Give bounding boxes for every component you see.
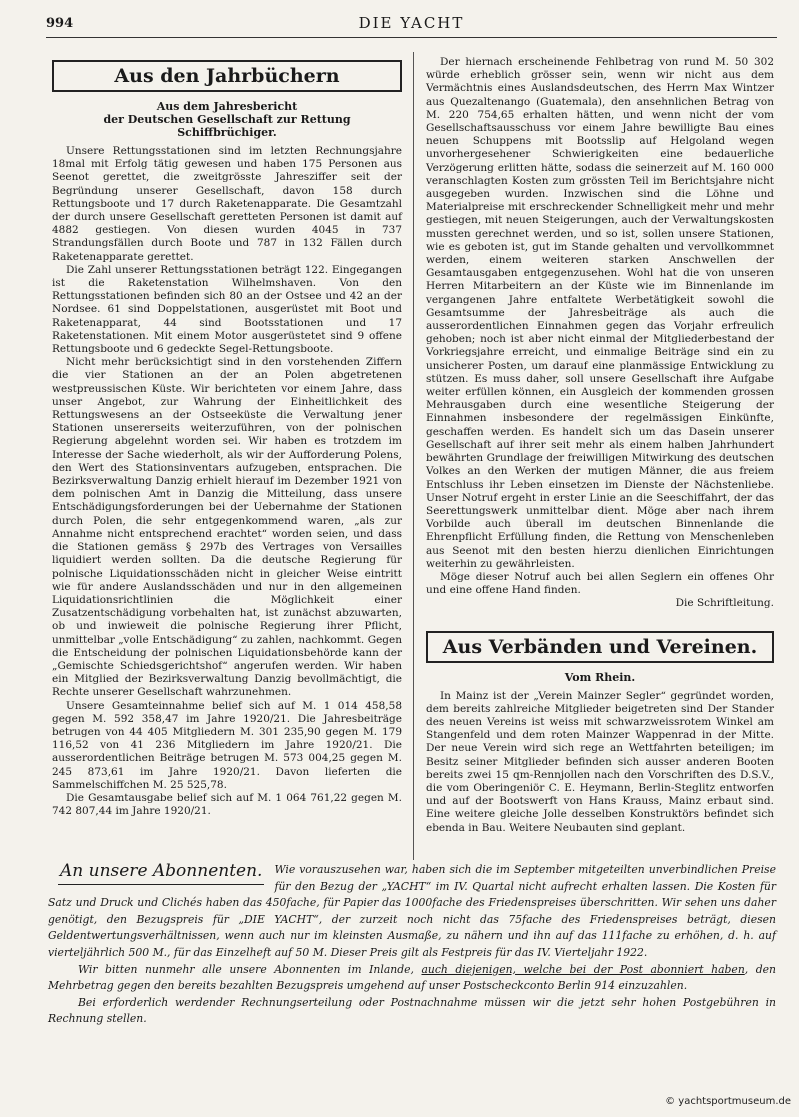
notice-paragraph: Bei erforderlich werdender Rechnungserteilung oder Postnachnahme müssen wir die jetzt sehr hohen Postgebühren in Rechnung stellen. <box>48 995 776 1026</box>
column-divider <box>413 52 414 860</box>
signature: Die Schriftleitung. <box>675 597 774 610</box>
paragraph: Nicht mehr berücksichtigt sind in den vorstehenden Ziffern die vier Stationen an der an Polen abgetretenen westpreussischen Küste. Wir berichteten vor einem Jahre, dass unser Angebot, zur Wahrung der Einheitlichkeit des Rettungswesens an der Ostseeküste die Verwaltung jener Stationen unsererseits weiterzuführen, von der polnischen Regierung abgelehnt worden sei. Wir haben es trotzdem im Interesse der Sache wiederholt, als wir der Aufforderung Polens, den Wert des Stationsinventars aufzugeben, entsprachen. Die Bezirksverwaltung Danzig erhielt hierauf im Dezember 1921 von dem polnischen Amt in Danzig die Mitteilung, dass unsere Entschädigungsforderungen bei der Uebernahme der Stationen durch Polen, die sehr entgegenkommend waren, „als zur Annahme nicht entsprechend erachtet“ worden seien, und dass die Stationen gemäss § 297b des Vertrages von Versailles liquidiert werden sollten. Da die deutsche Regierung für polnische Liquidationsschäden nicht in gleicher Weise eintritt wie für andere Auslandsschäden und nur in den allgemeinen Liquidationsrichtlinien die Möglichkeit einer Zusatzentschädigung vorbehalten hat, ist zunächst abzuwarten, ob und inwieweit die polnische Regierung ihrer Pflicht, unmittelbar „volle Entschädigung“ zu zahlen, nachkommt. Gegen die Entscheidung der polnischen Liquidationsbehörde kann der „Gemischte Schiedsgerichtshof“ angerufen werden. Wir haben ein Mitglied der Bezirksverwaltung Danzig bevollmächtigt, die Rechte unserer Gesellschaft wahrzunehmen. <box>52 356 402 699</box>
paragraph: Die Zahl unserer Rettungsstationen beträgt 122. Eingegangen ist die Raketenstation Wilhelmshaven. Von den Rettungsstationen befinden sich 80 an der Ostsee und 42 an der Nordsee. 61 sind Doppelstationen, ausgerüstet mit Boot und Raketenapparat, 44 sind Bootsstationen und 17 Raketenstationen. Mit einem Motor ausgerüstetet sind 9 offene Rettungsboote und 6 gedeckte Segel-Rettungsboote. <box>52 263 402 356</box>
article-subtitle-2: der Deutschen Gesellschaft zur Rettung Schiffbrüchiger. <box>103 113 351 139</box>
running-header <box>46 14 777 34</box>
paragraph: Die Gesamtausgabe belief sich auf M. 1 064 761,22 gegen M. 742 807,44 im Jahre 1920/21. <box>52 791 402 818</box>
subscriber-notice <box>48 862 776 1028</box>
paragraph: Der hiernach erscheinende Fehlbetrag von rund M. 50 302 würde erheblich grösser sein, wenn wir nicht aus dem Vermächtnis eines Auslandsdeutschen, des Herrn Max Wintzer aus Quezaltenango (Guatemala), den ansehnlichen Betrag von M. 220 754,65 erhalten hätten, und wenn nicht der vom Gesellschaftsausschuss vor einem Jahre bewilligte Bau eines neuen Schuppens mit Bootsslip auf Helgoland wegen unvorhergesehener Schwierigkeiten eine bedauerliche Verzögerung erlitten hätte, sodass die seinerzeit auf M. 160 000 veranschlagten Kosten zum grössten Teil im Berichtsjahre nicht ausgegeben wurden. Inzwischen sind die Löhne und Materialpreise mit erschreckender Schnelligkeit mehr und mehr gestiegen, mit neuen Steigerungen, auch der Verwaltungskosten mussten gerechnet werden, und so ist, sollen unsere Stationen, wie es geboten ist, gut im Stande gehalten und vervollkommnet werden, einem weiteren starken Anschwellen der Gesamtausgaben entgegenzusehen. Wohl hat die von unseren Herren Mitarbeitern an der Küste wie im Binnenlande im vergangenen Jahre entfaltete Werbetätigkeit sowohl die Gesamtsumme der Jahresbeiträge als auch die ausserordentlichen Einnahmen gegen das Vorjahr erfreulich gehoben; noch ist aber nicht einmal der Mitgliederbestand der Vorkriegsjahre erreicht, und einmalige Beiträge sind ein zu unsicherer Posten, um darauf eine planmässige Entwicklung zu stützen. Es muss daher, soll unsere Gesellschaft ihre Aufgabe weiter erfüllen können, ein Ausgleich der kommenden grossen Mehrausgaben durch eine wesentliche Steigerung der Einnahmen insbesondere der regelmässigen Einkünfte, geschaffen werden. Es handelt sich um das Dasein unserer Gesellschaft auf ihrer seit mehr als einem halben Jahrhundert bewährten Grundlage der freiwilligen Mitwirkung des deutschen Volkes an den Werken der mutigen Männer, die aus freiem Entschluss ihr Leben einsetzen im Dienste der Nächstenliebe. Unser Notruf ergeht in erster Linie an die Seeschiffahrt, der das Seerettungswerk unmittelbar dient. Möge aber nach ihrem Vorbilde auch überall im deutschen Binnenlande die Ehrenpflicht Erfüllung finden, die Rettung von Menschenleben aus Seenot mit den besten hierzu dienlichen Einrichtungen weiterhin zu gewährleisten. <box>426 56 774 570</box>
paragraph: In Mainz ist der „Verein Mainzer Segler“ gegründet worden, dem bereits zahlreiche Mitglieder beigetreten sind Der Stander des neuen Vereins ist weiss mit schwarzweissrotem Winkel am Stangenfeld und dem roten Mainzer Wappenrad in der Mitte. Der neue Verein wird sich rege an Wettfahrten beteiligen; im Besitz seiner Mitglieder befinden sich ausser anderen Booten bereits zwei 15 qm-Rennjollen nach den Vorschriften des D.S.V., die vom Oberingeniör C. E. Heymann, Berlin-Steglitz entworfen und auf der Bootswerft von Hans Krauss, Mainz erbaut sind. Eine weitere gleiche Jolle desselben Konstruktörs befindet sich ebenda in Bau. Weitere Neubauten sind geplant. <box>426 689 774 834</box>
notice-text: , den Mehrbetrag gegen den bereits bezahlten Bezugspreis umgehend auf unser Postscheckconto Berlin 914 einzuzahlen. <box>48 962 776 993</box>
right-column <box>426 56 774 835</box>
notice-text: Wir bitten nunmehr alle unsere Abonnenten im Inlande, <box>78 962 422 976</box>
journal-title: DIE YACHT <box>358 14 465 32</box>
page-number: 994 <box>46 16 74 31</box>
watermark: © yachtsportmuseum.de <box>665 1096 791 1107</box>
notice-underlined-text: auch diejenigen, welche bei der Post abonniert haben <box>421 962 745 976</box>
paragraph: Unsere Gesamteinnahme belief sich auf M. 1 014 458,58 gegen M. 592 358,47 im Jahre 1920/21. Die Jahresbeiträge betrugen von 44 405 Mitgliedern M. 301 235,90 gegen M. 179 116,52 von 41 236 Mitgliedern im Jahre 1920/21. Die ausserordentlichen Beiträge betrugen M. 573 004,25 gegen M. 245 873,61 im Jahre 1920/21. Davon lieferten die Sammelschiffchen M. 25 525,78. <box>52 699 402 791</box>
article-subtitle: Aus dem Jahresbericht <box>156 100 298 113</box>
paragraph: Möge dieser Notruf auch bei allen Seglern ein offenes Ohr und eine offene Hand finden. <box>426 570 774 597</box>
paragraph: Unsere Rettungsstationen sind im letzten Rechnungsjahre 18mal mit Erfolg tätig gewesen und haben 175 Personen aus Seenot gerettet, die zweitgrösste Jahresziffer seit der Begründung unserer Gesellschaft, davon 158 durch Rettungsboote und 17 durch Raketenapparate. Die Gesamtzahl der durch unsere Gesellschaft geretteten Personen ist damit auf 4882 gestiegen. Von diesen wurden 4045 in 737 Strandungsfällen durch Boote und 787 in 132 Fällen durch Raketenapparate gerettet. <box>52 145 402 263</box>
section-title-verbaende: Aus Verbänden und Vereinen. <box>426 631 774 663</box>
notice-paragraph: Wie vorauszusehen war, haben sich die im September mitgeteilten unverbindlichen Preise für den Bezug der „YACHT“ im IV. Quartal nicht aufrecht erhalten lassen. Die Kosten für Satz und Druck und Clichés haben das 450fache, für Papier das 1000fache des Friedenspreises überschritten. Wir sehen uns daher genötigt, den Bezugspreis für „DIE YACHT“, der zurzeit noch nicht das 75fache des Friedenspreises beträgt, diesen Geldentwertungsverhältnissen, wenn auch nur im kleinsten Ausmaße, zu nähern und ihn auf das 111fache zu erhöhen, d. h. auf vierteljährlich 500 M., für das Einzelheft auf 50 M. Dieser Preis gilt als Festpreis für das IV. Vierteljahr 1922. <box>48 863 776 959</box>
left-column <box>52 56 402 818</box>
header-rule <box>46 37 777 38</box>
notice-title: An unsere Abonnenten. <box>58 858 264 885</box>
notice-paragraph <box>48 962 776 995</box>
article-subtitle-rhein: Vom Rhein. <box>564 670 636 684</box>
section-title-jahrbuecher: Aus den Jahrbüchern <box>52 60 402 92</box>
